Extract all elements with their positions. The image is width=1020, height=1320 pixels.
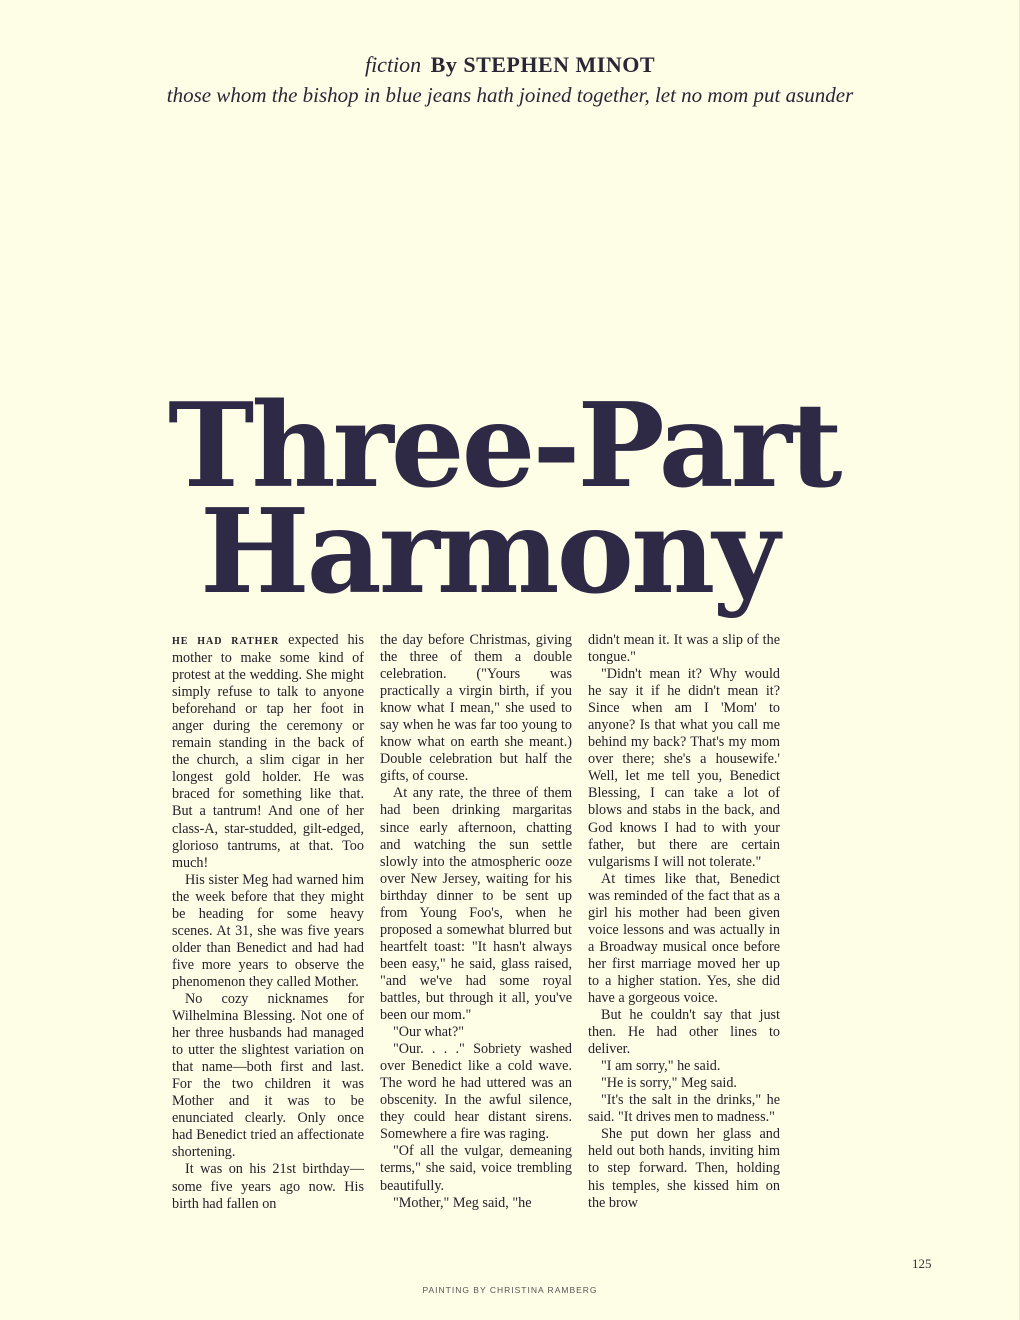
paragraph: "Didn't mean it? Why would he say it if he didn't mean it? Since when am I 'Mom' to anyone? Is that what you call me behind my back? That's my mom over there; she's a housewife.' Well, let me tell you, Benedict Blessing, I can take a lot of blows and stabs in the back, and God knows I had to with your father, but there are certain vulgarisms I will not tolerate." [588,666,780,870]
paragraph: "It's the salt in the drinks," he said. "It drives men to madness." [588,1092,780,1126]
paragraph: "Of all the vulgar, demeaning terms," she said, voice trembling beautifully. [380,1143,572,1194]
lead-in: HE HAD RATHER [172,636,280,647]
text-column-3 [588,632,780,1212]
text-column-2 [380,632,572,1212]
paragraph: "I am sorry," he said. [601,1058,721,1075]
paragraph: "Our what?" [393,1024,465,1041]
paragraph: No cozy nicknames for Wilhelmina Blessing. Not one of her three husbands had managed to utter the slightest variation on that name—both first and last. For the two children it was Mother and it was to be enunciated clearly. Only once had Benedict tried an affectionate shortening. [172,990,364,1161]
paragraph: His sister Meg had warned him the week before that they might be heading for some heavy scenes. At 31, she was five years older than Benedict and had had five more years to observe the phenomenon they called Mother. [172,871,364,990]
painting-credit: PAINTING BY CHRISTINA RAMBERG [422,1285,598,1295]
title-line-1: Three-Part [168,378,840,514]
paragraph: It was on his 21st birthday—some five years ago now. His birth had fallen on [172,1161,364,1212]
paragraph: "He is sorry," Meg said. [601,1075,737,1092]
title-line-2: Harmony [200,484,777,620]
paragraph: But he couldn't say that just then. He had other lines to deliver. [588,1007,780,1058]
byline [0,52,1020,78]
paragraph: She put down her glass and held out both hands, inviting him to step forward. Then, holding his temples, she kissed him on the brow [588,1126,780,1211]
paragraph: didn't mean it. It was a slip of the tongue." [588,632,780,666]
paragraph: At times like that, Benedict was reminded of the fact that as a girl his mother had been given voice lessons and was actually in a Broadway musical once before her first marriage moved her up to a higher station. Yes, she did have a gorgeous voice. [588,870,780,1006]
tagline: those whom the bishop in blue jeans hath joined together, let no mom put asunder [166,83,854,107]
author-name: By STEPHEN MINOT [430,52,656,77]
paragraph: "Mother," Meg said, "he [393,1194,532,1211]
paragraph: "Our. . . ." Sobriety washed over Benedict like a cold wave. The word he had uttered was an obscenity. In the awful silence, they could hear distant sirens. Somewhere a fire was raging. [380,1041,572,1143]
paragraph: At any rate, the three of them had been drinking margaritas since early afternoon, chatting and watching the sun settle slowly into the atmospheric ooze over New Jersey, waiting for his birthday dinner to be sent up from Young Foo's, when he proposed a somewhat blurred but heartfelt toast: "It hasn't always been easy," he said, glass raised, "and we've had some royal battles, but through it all, you've been our mom." [380,785,572,1024]
page-number: 125 [912,1256,932,1271]
genre-label: fiction [364,52,422,77]
text-column-1 [172,632,364,1213]
paragraph: the day before Christmas, giving the three of them a double celebration. ("Yours was practically a virgin birth, if you know what I mean," she used to say when he was far too young to know what on earth she meant.) Double celebration but half the gifts, of course. [380,632,572,785]
paragraph: HE HAD RATHER expected his mother to make some kind of protest at the wedding. She might simply refuse to talk to anyone beforehand or tap her foot in anger during the ceremony or remain standing in the back of the church, a slim cigar in her longest gold holder. He was braced for something like that. But a tantrum! And one of her class-A, star-studded, gilt-edged, glorioso tantrums, at that. Too much! [172,632,364,871]
